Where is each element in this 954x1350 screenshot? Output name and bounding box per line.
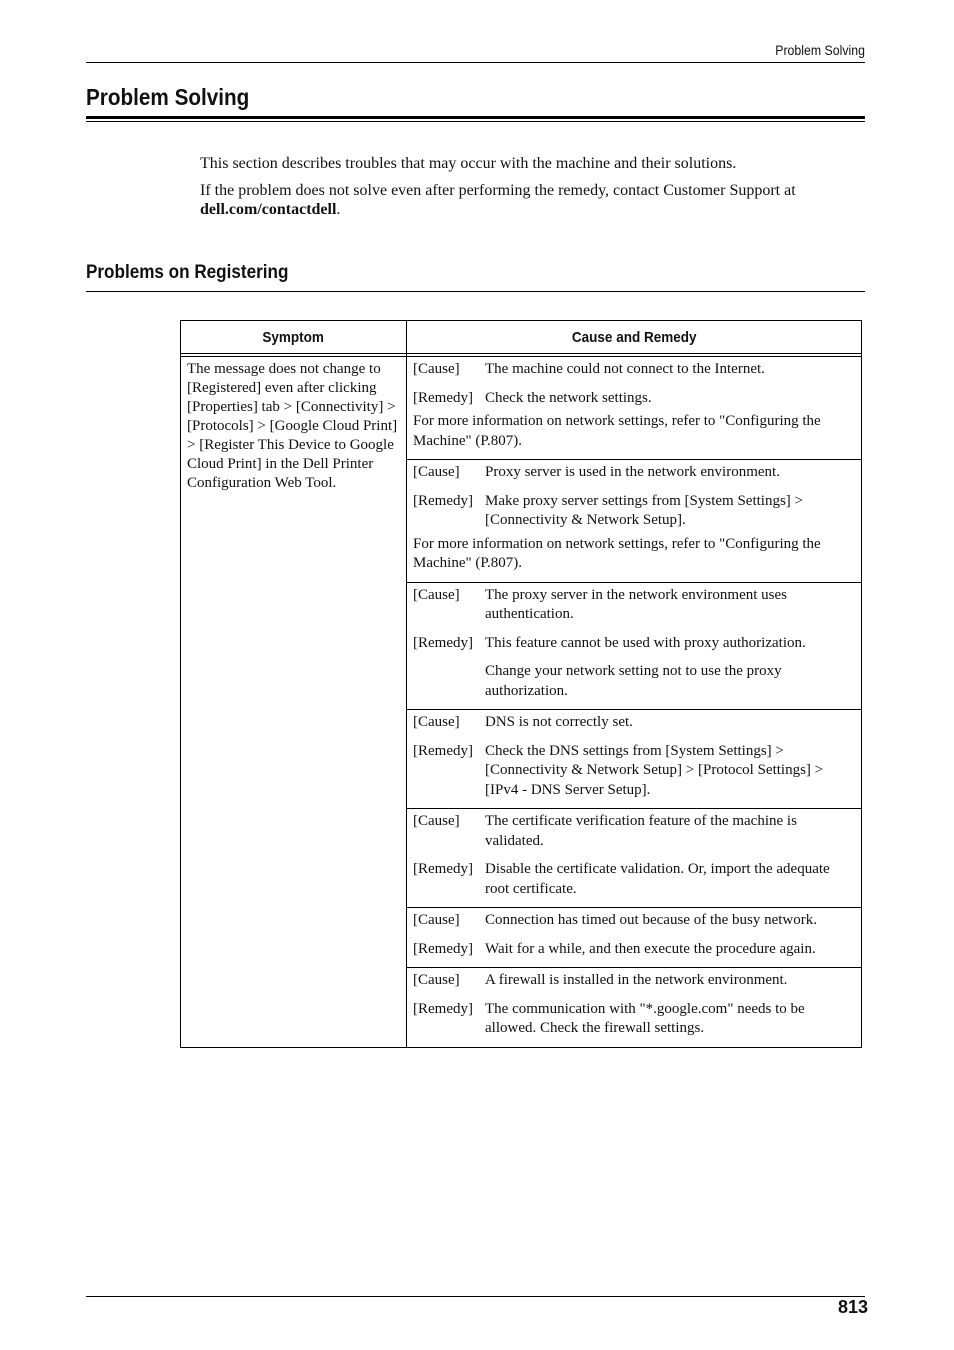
remedy-text: Disable the certificate validation. Or, import the adequate root certificate. (485, 861, 830, 897)
column-header-symptom: Symptom (181, 321, 407, 354)
intro-p2-prefix: If the problem does not solve even after performing the remedy, contact Customer Support at (200, 182, 796, 199)
cause-label: [Cause] (413, 714, 460, 730)
cause-text: DNS is not correctly set. (485, 714, 633, 730)
running-header-title: Problem Solving (775, 42, 865, 58)
remedy-label: [Remedy] (413, 389, 473, 406)
cause-remedy-group (407, 357, 861, 459)
cause-remedy-group (407, 459, 861, 582)
cause-text: A firewall is installed in the network environment. (485, 972, 788, 988)
page-number: 813 (837, 1297, 868, 1317)
symptom-cell: The message does not change to [Registered] even after clicking [Properties] tab > [Connectivity] > [Protocols] > [Google Cloud Print] > [Register This Device to Google Cloud Print] in the Dell Printer Configuration Web Tool. (181, 357, 407, 1048)
cause-label: [Cause] (413, 586, 460, 603)
remedy-text: The communication with "*.google.com" needs to be allowed. Check the firewall settings. (485, 1000, 805, 1036)
title-rule-thin (86, 121, 865, 122)
cause-label: [Cause] (413, 464, 460, 480)
cause-remedy-group (407, 907, 861, 967)
remedy-label: [Remedy] (413, 634, 473, 651)
remedy-extra-text: Change your network setting not to use the proxy authorization. (485, 663, 782, 699)
remedy-label: [Remedy] (413, 492, 473, 509)
intro-text (200, 154, 866, 227)
table-row (181, 357, 862, 1048)
reference-note: For more information on network settings, refer to "Configuring the Machine" (P.807). (413, 413, 821, 449)
cause-remedy-cell (407, 357, 862, 1048)
contact-link[interactable]: dell.com/contactdell (200, 201, 337, 218)
cause-remedy-group (407, 582, 861, 710)
cause-label: [Cause] (413, 813, 460, 829)
column-header-cause-remedy: Cause and Remedy (407, 321, 862, 354)
intro-paragraph-1: This section describes troubles that may occur with the machine and their solutions. (200, 155, 737, 172)
cause-text: The proxy server in the network environment uses authentication. (485, 586, 787, 622)
remedy-text: Check the DNS settings from [System Settings] > [Connectivity & Network Setup] > [Protocol Settings] > [IPv4 - DNS Server Setup]. (485, 742, 824, 798)
cause-label: [Cause] (413, 912, 460, 928)
cause-remedy-group (407, 709, 861, 808)
cause-text: Proxy server is used in the network environment. (485, 464, 780, 480)
cause-text: The certificate verification feature of the machine is validated. (485, 813, 797, 849)
remedy-text: Wait for a while, and then execute the procedure again. (485, 940, 816, 957)
remedy-text: Check the network settings. (485, 389, 652, 406)
intro-paragraph-2 (200, 181, 866, 219)
cause-remedy-group (407, 967, 861, 1047)
reference-note: For more information on network settings, refer to "Configuring the Machine" (P.807). (413, 535, 821, 571)
running-header (86, 40, 865, 63)
footer-rule (86, 1296, 865, 1297)
cause-remedy-group (407, 808, 861, 907)
section-rule (86, 291, 865, 292)
title-rule-thick (86, 116, 865, 119)
page-title: Problem Solving (86, 84, 250, 110)
cause-label: [Cause] (413, 972, 460, 988)
remedy-text: Make proxy server settings from [System Settings] > [Connectivity & Network Setup]. (485, 492, 803, 528)
cause-text: The machine could not connect to the Internet. (485, 361, 765, 377)
problems-table (180, 320, 862, 1048)
remedy-label: [Remedy] (413, 940, 473, 957)
remedy-text: This feature cannot be used with proxy authorization. (485, 634, 806, 651)
cause-text: Connection has timed out because of the busy network. (485, 912, 818, 928)
remedy-label: [Remedy] (413, 1000, 473, 1017)
table-header-row (181, 321, 862, 354)
section-title: Problems on Registering (86, 262, 289, 283)
cause-label: [Cause] (413, 361, 460, 377)
remedy-label: [Remedy] (413, 742, 473, 759)
remedy-label: [Remedy] (413, 861, 473, 877)
intro-p2-suffix: . (336, 201, 341, 218)
